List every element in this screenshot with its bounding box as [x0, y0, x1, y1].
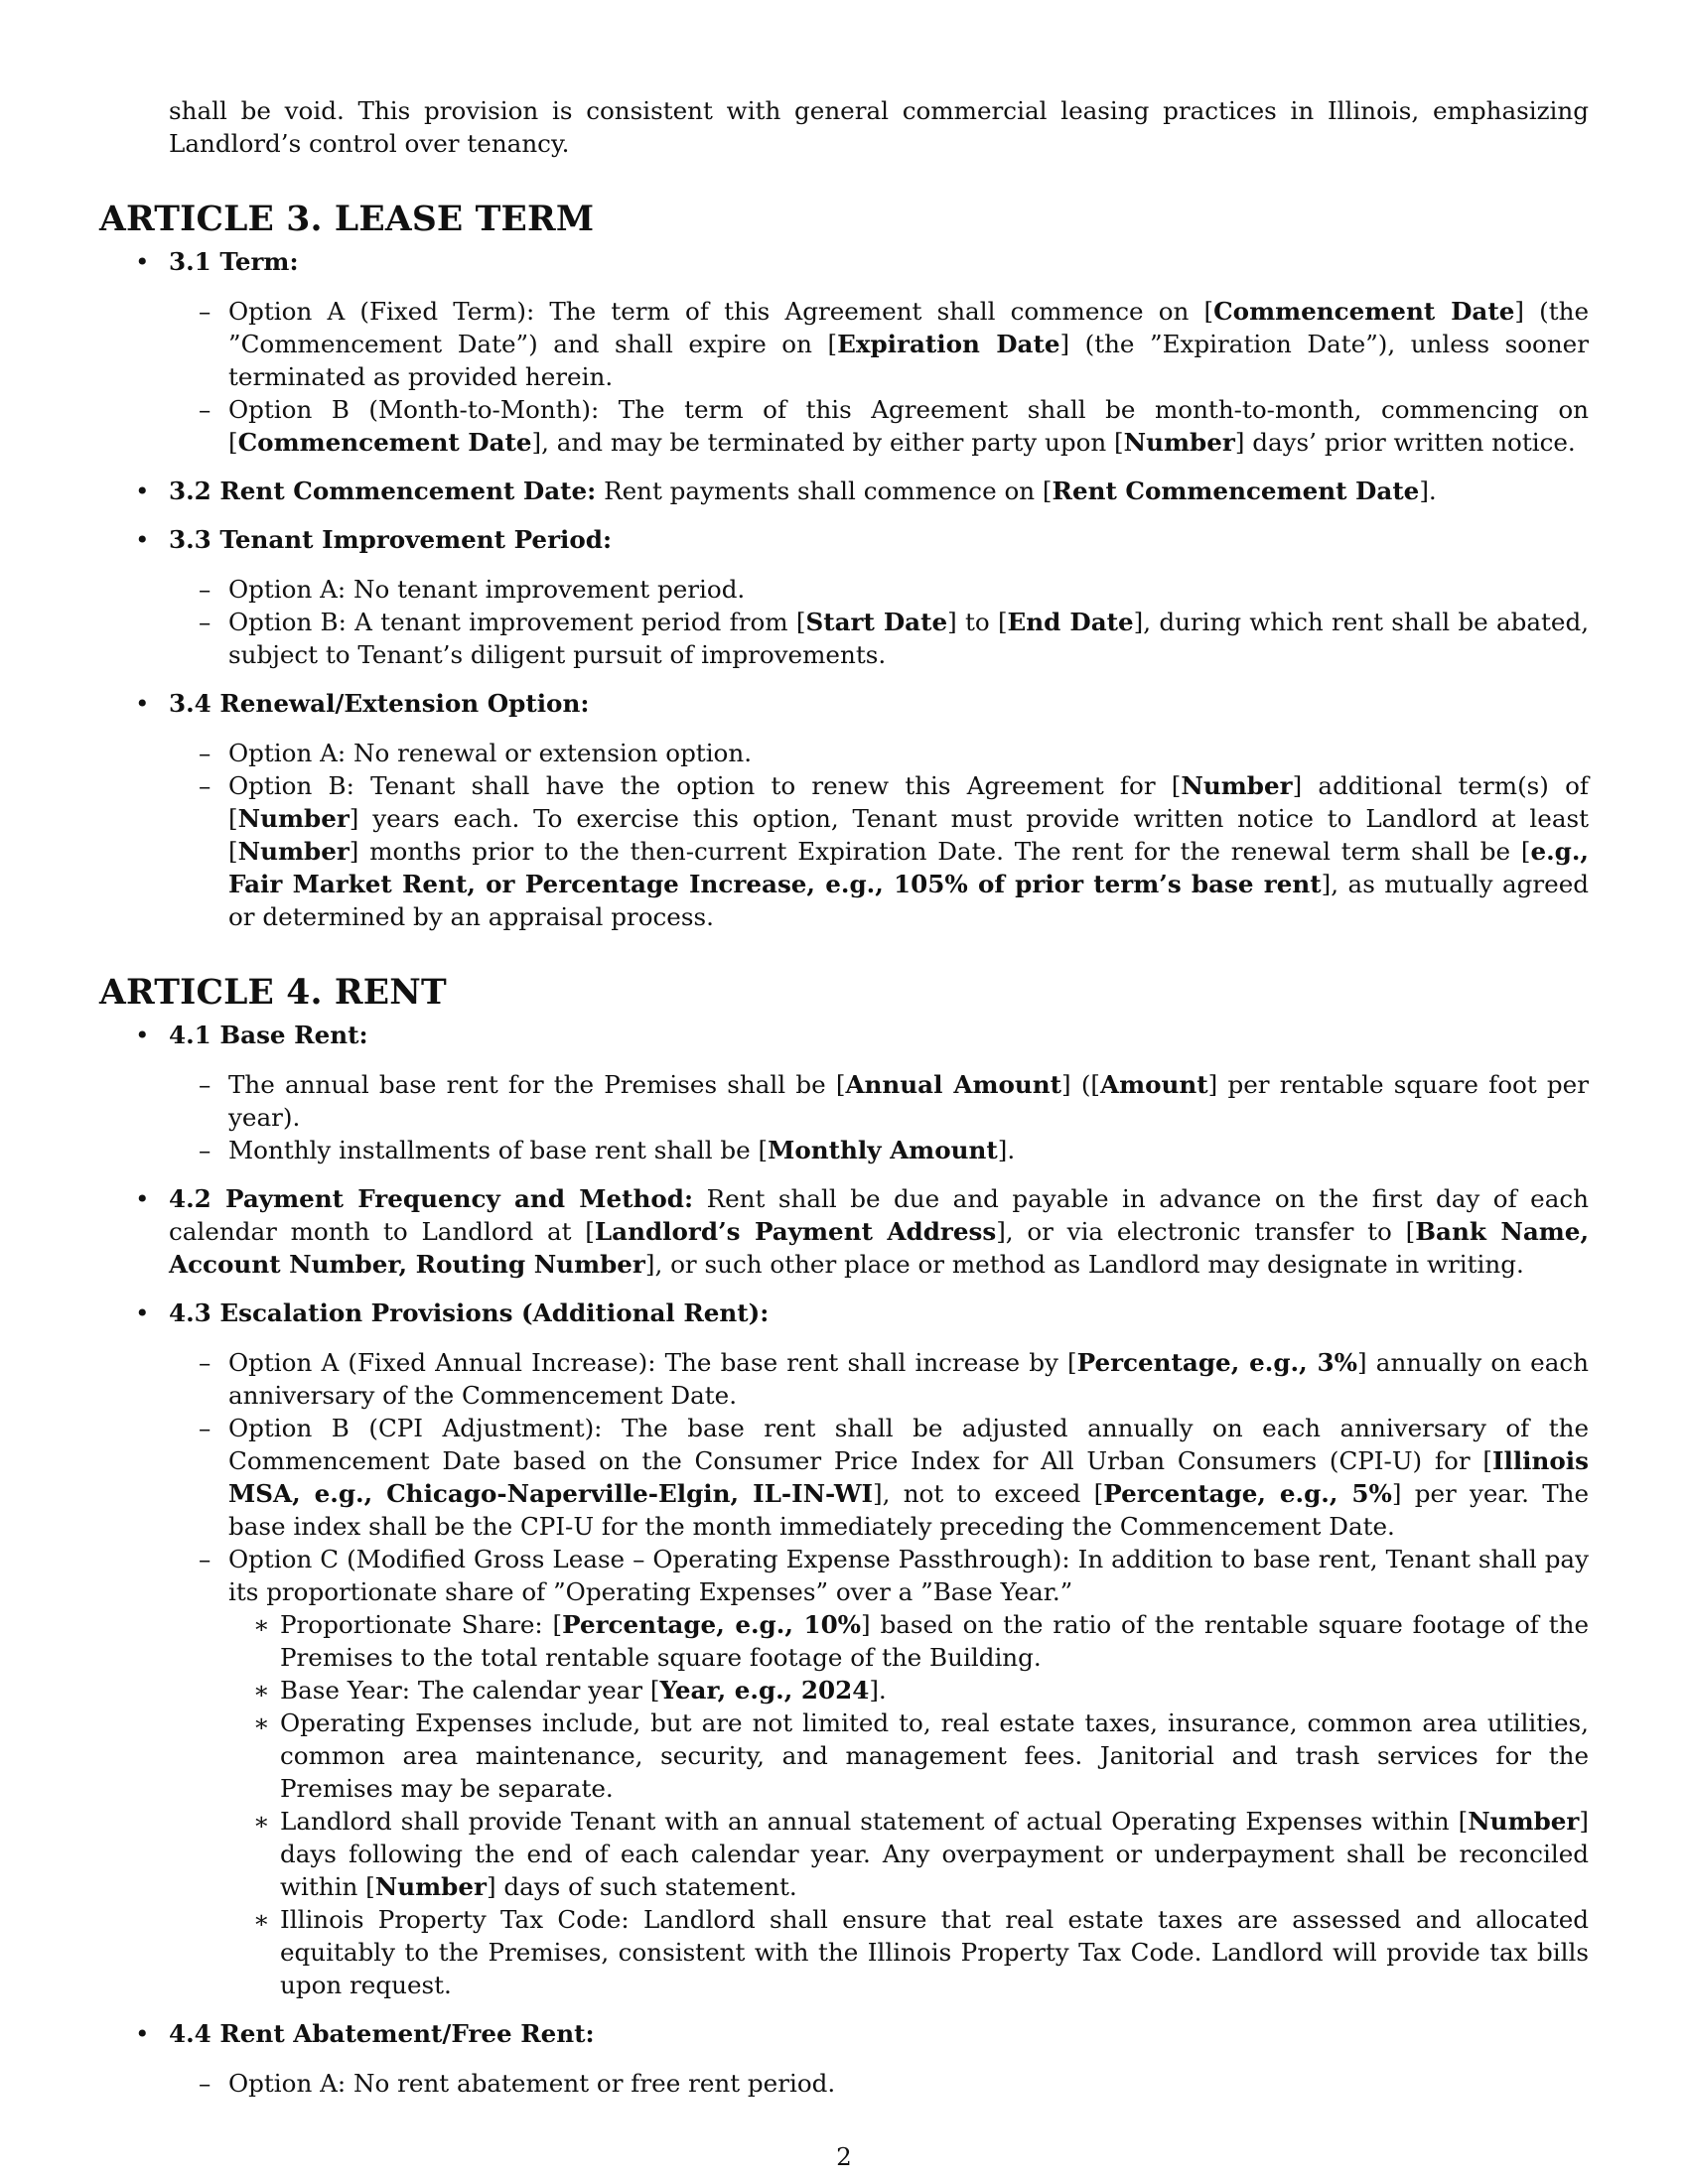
section-4-3 — [99, 1297, 1589, 2001]
section-3-3 — [99, 523, 1589, 671]
item-4-1-monthly: – Monthly installments of base rent shall be [Monthly Amount]. — [169, 1134, 1589, 1166]
section-4-2-label: 4.2 Payment Frequency and Method: — [169, 1184, 694, 1213]
section-3-3-label: 3.3 Tenant Improvement Period: — [169, 525, 613, 554]
option-4-3-c: – Option C (Modified Gross Lease – Operating Expense Passthrough): In addition to base rent, Tenant shall pay its proportionate share of ”Operating Expenses” over a ”Base Year.” ∗ Proportionate Share: [Percentage, e.g., 10%] based on the ratio of the rentable square footage of the Premises to the total rentable square footage of the Building. ∗ Base Year: The calendar year [Year, e.g., 2024]. ∗ Operating Expenses include, but are not limited to, real estate taxes, insurance, common area utilities, common area maintenance, security, and management fees. Janitorial and trash services for the Premises may be separate. ∗ Landlord shall provide Tenant with an annual statement of actual Operating Expenses within [Number] days following the end of each calendar year. Any overpayment or underpayment shall be reconciled within [Number] days of such statement. ∗ Illinois Property Tax Code: Landlord shall ensure that real estate taxes are assessed and allocated equitably to the Premises, consistent with the Illinois Property Tax Code. Landlord will provide tax bills upon request. — [169, 1543, 1589, 2001]
section-4-4 — [99, 2017, 1589, 2100]
article-3-sections — [99, 245, 1589, 933]
section-3-1-label: 3.1 Term: — [169, 247, 299, 276]
section-3-4 — [99, 687, 1589, 933]
page-number: 2 — [836, 2142, 852, 2171]
option-3-4-b: – Option B: Tenant shall have the option to renew this Agreement for [Number] additional term(s) of [Number] years each. To exercise this option, Tenant must provide written notice to Landlord at least [Number] months prior to the then-current Expiration Date. The rent for the renewal term shall be [e.g., Fair Market Rent, or Percentage Increase, e.g., 105% of prior term’s base rent], as mutually agreed or determined by an appraisal process. — [169, 769, 1589, 933]
option-3-3-a: – Option A: No tenant improvement period. — [169, 573, 1589, 606]
section-4-3-label: 4.3 Escalation Provisions (Additional Rent): — [169, 1298, 770, 1327]
article-3-heading: ARTICLE 3. LEASE TERM — [99, 200, 595, 239]
option-3-1-b: – Option B (Month-to-Month): The term of this Agreement shall be month-to-month, commencing on [Commencement Date], and may be terminated by either party upon [Number] days’ prior written notice. — [169, 393, 1589, 459]
option-3-1-a: – Option A (Fixed Term): The term of this Agreement shall commence on [Commencement Date] (the ”Commencement Date”) and shall expire on [Expiration Date] (the ”Expiration Date”), unless sooner terminated as provided herein. — [169, 295, 1589, 393]
item-4-1-annual: – The annual base rent for the Premises shall be [Annual Amount] ([Amount] per rentable square foot per year). — [169, 1068, 1589, 1134]
section-4-1 — [99, 1019, 1589, 1166]
subitem-proportionate-share: ∗ Proportionate Share: [Percentage, e.g., 10%] based on the ratio of the rentable square footage of the Premises to the total rentable square footage of the Building. — [228, 1608, 1589, 1674]
option-3-3-b: – Option B: A tenant improvement period from [Start Date] to [End Date], during which rent shall be abated, subject to Tenant’s diligent pursuit of improvements. — [169, 606, 1589, 671]
option-4-4-a: – Option A: No rent abatement or free rent period. — [169, 2067, 1589, 2100]
section-4-4-label: 4.4 Rent Abatement/Free Rent: — [169, 2019, 595, 2048]
article-4-sections — [99, 1019, 1589, 2100]
section-3-1 — [99, 245, 1589, 459]
subitem-base-year: ∗ Base Year: The calendar year [Year, e.g., 2024]. — [228, 1674, 1589, 1706]
subitem-property-tax-code: ∗ Illinois Property Tax Code: Landlord shall ensure that real estate taxes are assessed and allocated equitably to the Premises, consistent with the Illinois Property Tax Code. Landlord will provide tax bills upon request. — [228, 1903, 1589, 2001]
section-4-2: • 4.2 Payment Frequency and Method: Rent shall be due and payable in advance on the first day of each calendar month to Landlord at [Landlord’s Payment Address], or via electronic transfer to [Bank Name, Account Number, Routing Number], or such other place or method as Landlord may designate in writing. — [99, 1182, 1589, 1281]
section-3-4-label: 3.4 Renewal/Extension Option: — [169, 689, 590, 718]
option-3-4-a: – Option A: No renewal or extension option. — [169, 737, 1589, 769]
section-4-1-label: 4.1 Base Rent: — [169, 1021, 368, 1049]
option-4-3-a: – Option A (Fixed Annual Increase): The base rent shall increase by [Percentage, e.g., 3%] annually on each anniversary of the Commencement Date. — [169, 1346, 1589, 1412]
option-4-3-b: – Option B (CPI Adjustment): The base rent shall be adjusted annually on each anniversary of the Commencement Date based on the Consumer Price Index for All Urban Consumers (CPI-U) for [Illinois MSA, e.g., Chicago-Naperville-Elgin, IL-IN-WI], not to exceed [Percentage, e.g., 5%] per year. The base index shall be the CPI-U for the month immediately preceding the Commencement Date. — [169, 1412, 1589, 1543]
subitem-operating-expenses: ∗ Operating Expenses include, but are not limited to, real estate taxes, insurance, common area utilities, common area maintenance, security, and management fees. Janitorial and trash services for the Premises may be separate. — [228, 1706, 1589, 1805]
section-3-2-label: 3.2 Rent Commencement Date: — [169, 477, 597, 505]
section-3-2: • 3.2 Rent Commencement Date: Rent payments shall commence on [Rent Commencement Date]. — [99, 475, 1589, 507]
document-page — [99, 94, 1589, 2116]
subitem-annual-statement: ∗ Landlord shall provide Tenant with an annual statement of actual Operating Expenses within [Number] days following the end of each calendar year. Any overpayment or underpayment shall be reconciled within [Number] days of such statement. — [228, 1805, 1589, 1903]
continued-paragraph: shall be void. This provision is consistent with general commercial leasing practices in Illinois, emphasizing Landlord’s control over tenancy. — [169, 96, 1589, 158]
article-4-heading: ARTICLE 4. RENT — [99, 973, 447, 1013]
